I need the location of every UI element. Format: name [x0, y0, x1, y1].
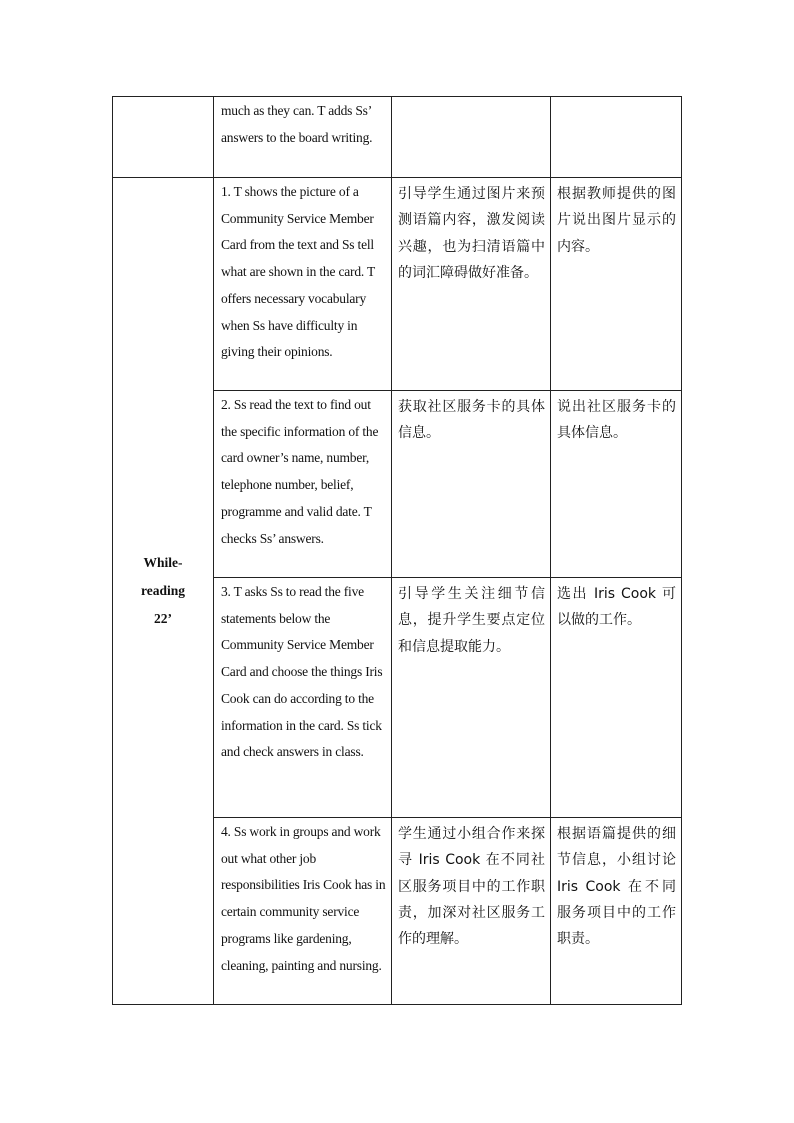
student-cell	[551, 97, 682, 178]
activity-cell: much as they can. T adds Ss’ answers to the board writing.	[214, 97, 392, 178]
student-cell: 说出社区服务卡的具体信息。	[551, 391, 682, 578]
stage-cell-empty	[113, 97, 214, 178]
purpose-cell: 获取社区服务卡的具体信息。	[392, 391, 551, 578]
activity-cell: 4. Ss work in groups and work out what other job responsibilities Iris Cook has in certain community service programs like gardening, cleaning, painting and nursing.	[214, 818, 392, 1005]
purpose-cell: 学生通过小组合作来探寻 Iris Cook 在不同社区服务项目中的工作职责，加深对社区服务工作的理解。	[392, 818, 551, 1005]
stage-duration: 22’	[154, 611, 172, 626]
stage-name-line2: reading	[140, 583, 185, 598]
lesson-plan-table	[112, 96, 682, 1005]
student-cell: 根据教师提供的图片说出图片显示的内容。	[551, 178, 682, 391]
activity-cell: 2. Ss read the text to find out the specific information of the card owner’s name, number, telephone number, belief, programme and valid date. T checks Ss’ answers.	[214, 391, 392, 578]
activity-cell: 3. T asks Ss to read the five statements below the Community Service Member Card and choose the things Iris Cook can do according to the information in the card. Ss tick and check answers in class.	[214, 578, 392, 818]
student-cell: 根据语篇提供的细节信息，小组讨论 Iris Cook 在不同服务项目中的工作职责。	[551, 818, 682, 1005]
purpose-cell: 引导学生通过图片来预测语篇内容，激发阅读兴趣，也为扫清语篇中的词汇障碍做好准备。	[392, 178, 551, 391]
stage-name-line1: While-	[143, 555, 183, 570]
student-cell: 选出 Iris Cook 可以做的工作。	[551, 578, 682, 818]
stage-cell	[113, 178, 214, 1005]
table-row	[113, 178, 682, 391]
activity-cell: 1. T shows the picture of a Community Service Member Card from the text and Ss tell what are shown in the card. T offers necessary vocabulary when Ss have difficulty in giving their opinions.	[214, 178, 392, 391]
purpose-cell	[392, 97, 551, 178]
purpose-cell: 引导学生关注细节信息，提升学生要点定位和信息提取能力。	[392, 578, 551, 818]
table-row	[113, 97, 682, 178]
